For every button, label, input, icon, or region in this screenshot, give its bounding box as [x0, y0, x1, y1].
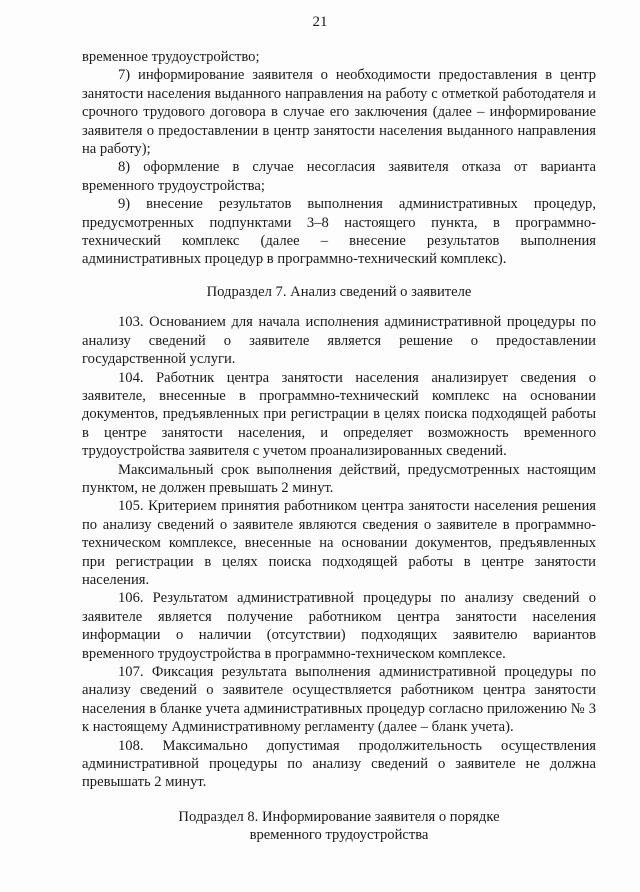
paragraph-107: 107. Фиксация результата выполнения административной процедуры по анализу сведений о заявителе осуществляется работником центра занятости населения в бланке учета административных процедур согласно приложению № 3 к настоящему Административному регламенту (далее – бланк учета).: [82, 664, 596, 736]
paragraph-104: 104. Работник центра занятости населения анализирует сведения о заявителе, внесенные в программно-технический комплекс на основании документов, предъявленных при регистрации в целях поиска подходящей работы в центре занятости населения, и определяет возможность временного трудоустройства заявителя с учетом проанализированных сведений.: [82, 369, 596, 460]
paragraph-103: 103. Основанием для начала исполнения административной процедуры по анализу сведений о заявителе является решение о предоставлении государственной услуги.: [82, 314, 596, 368]
paragraph-continuation: временное трудоустройство;: [82, 49, 260, 65]
subsection-heading-7: Подраздел 7. Анализ сведений о заявителе: [206, 283, 472, 300]
subsection-heading-8: [82, 808, 596, 845]
paragraph-108: 108. Максимально допустимая продолжительность осуществления административной процедуры по анализу сведений о заявителе не должна превышать 2 минут.: [82, 737, 596, 791]
paragraph-104-time-limit: Максимальный срок выполнения действий, предусмотренных настоящим пунктом, не должен превышать 2 минут.: [82, 461, 596, 496]
page-number: 21: [312, 14, 328, 30]
subsection-heading-8-line1: Подраздел 8. Информирование заявителя о порядке: [178, 808, 500, 825]
document-body: [82, 48, 596, 857]
paragraph-item-9: 9) внесение результатов выполнения административных процедур, предусмотренных подпунктами 3–8 настоящего пункта, в программно-технический комплекс (далее – внесение результатов выполнения административных процедур в программно-технический комплекс).: [82, 196, 596, 268]
paragraph-106: 106. Результатом административной процедуры по анализу сведений о заявителе является получение работником центра занятости населения информации о наличии (отсутствии) подходящих заявителю вариантов временного трудоустройства в программно-техническом комплексе.: [82, 590, 596, 662]
paragraph-item-7: 7) информирование заявителя о необходимости предоставления в центр занятости населения выданного направления на работу с отметкой работодателя и срочного трудового договора в случае его заключения (далее – информирование заявителя о предоставлении в центр занятости населения выданного направления на работу);: [82, 67, 596, 158]
subsection-heading-8-line2: временного трудоустройства: [249, 827, 429, 844]
paragraph-105: 105. Критерием принятия работником центра занятости населения решения по анализу сведений о заявителе являются сведения о заявителе в программно-техническом комплексе, внесенные на основании документов, предъявленных при регистрации в целях поиска подходящей работы в центре занятости населения.: [82, 498, 596, 588]
paragraph-item-8: 8) оформление в случае несогласия заявителя отказа от варианта временного трудоустройства;: [82, 159, 596, 194]
